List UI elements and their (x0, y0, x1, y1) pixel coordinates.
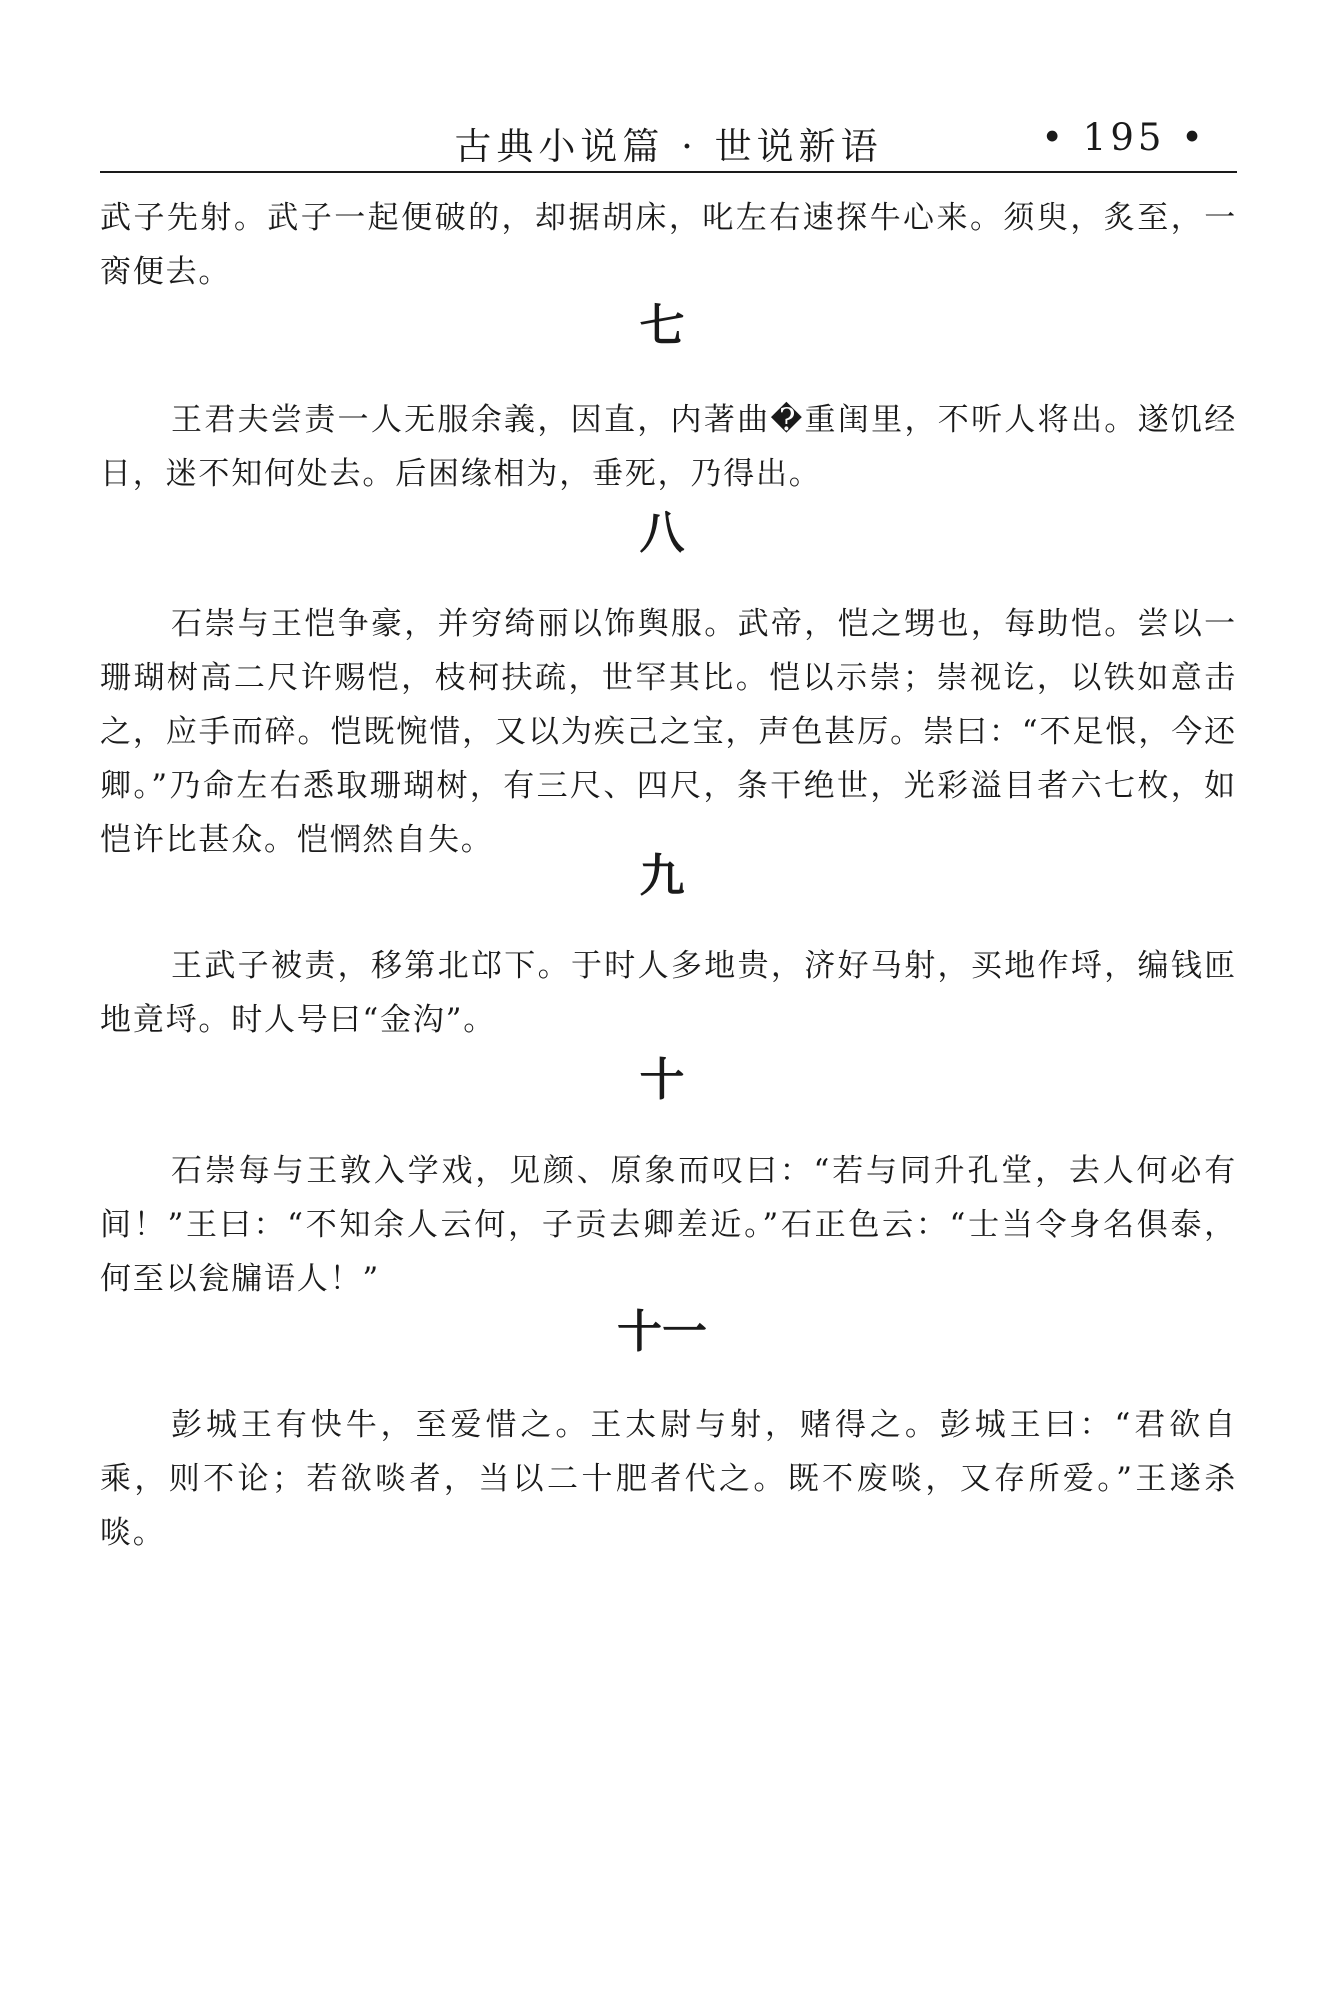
section-heading-7: 七 (639, 299, 685, 352)
paragraph-section-8: 石崇与王恺争豪，并穷绮丽以饰舆服。武帝，恺之甥也，每助恺。尝以一珊瑚树高二尺许赐恺，枝柯扶疏，世罕其比。恺以示崇；崇视讫，以铁如意击之，应手而碎。恺既惋惜，又以为疾己之宝，声色甚厉。崇曰：“不足恨，今还卿。”乃命左右悉取珊瑚树，有三尺、四尺，条干绝世，光彩溢目者六七枚，如恺许比甚众。恺惘然自失。 (100, 606, 1237, 858)
section-heading-8: 八 (639, 506, 685, 559)
paragraph-section-11: 彭城王有快牛，至爱惜之。王太尉与射，赌得之。彭城王曰：“君欲自乘，则不论；若欲啖者，当以二十肥者代之。既不废啖，又存所爱。”王遂杀啖。 (100, 1407, 1237, 1551)
section-heading-10: 十 (639, 1053, 685, 1106)
section-heading-11: 十一 (616, 1305, 707, 1358)
header-rule (100, 171, 1237, 173)
book-section-title: 古典小说篇 · 世说新语 (454, 125, 883, 168)
paragraph-section-7: 王君夫尝责一人无服余義，因直，内著曲�重闺里，不听人将出。遂饥经日，迷不知何处去。后困缘相为，垂死，乃得出。 (100, 402, 1237, 492)
running-head (100, 108, 1237, 168)
paragraph-section-10: 石崇每与王敦入学戏，见颜、原象而叹曰：“若与同升孔堂，去人何必有间！”王曰：“不知余人云何，子贡去卿差近。”石正色云：“士当令身名俱泰，何至以瓮牖语人！” (100, 1153, 1237, 1297)
page-number: • 195 • (1041, 116, 1207, 159)
paragraph-continuation: 武子先射。武子一起便破的，却据胡床，叱左右速探牛心来。须臾，炙至，一脔便去。 (100, 200, 1237, 290)
section-heading-9: 九 (639, 849, 685, 902)
paragraph-section-9: 王武子被责，移第北邙下。于时人多地贵，济好马射，买地作埒，编钱匝地竟埒。时人号曰“金沟”。 (100, 948, 1237, 1038)
